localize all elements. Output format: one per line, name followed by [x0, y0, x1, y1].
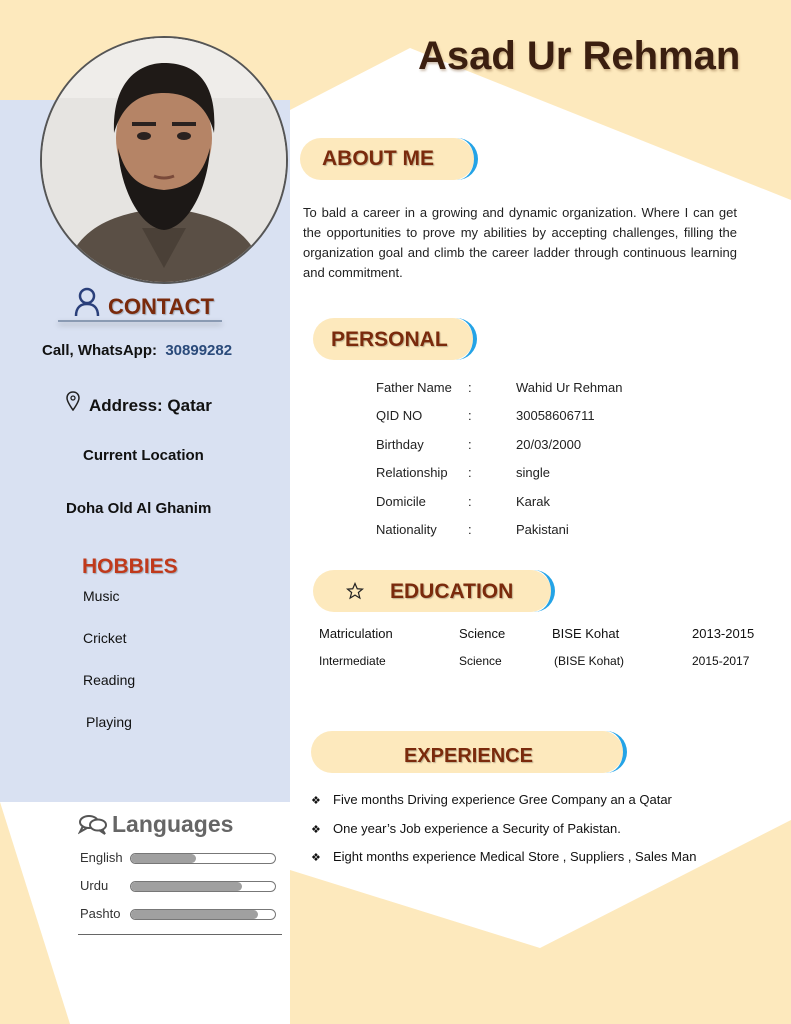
language-level-bar: [130, 909, 276, 920]
contact-underline: [58, 320, 222, 322]
education-field: Science: [459, 654, 502, 668]
hobby-item: Cricket: [83, 630, 127, 646]
chat-bubbles-icon: [78, 813, 108, 840]
languages-heading: Languages: [112, 811, 234, 837]
location-pin-icon: [66, 391, 80, 416]
language-name: Urdu: [80, 878, 109, 893]
language-name: Pashto: [80, 906, 121, 921]
about-heading: ABOUT ME: [322, 147, 434, 170]
personal-colon: :: [468, 380, 472, 395]
experience-text: One year’s Job experience a Security of Pakistan.: [333, 820, 621, 836]
diamond-bullet-icon: ❖: [311, 823, 321, 836]
diamond-bullet-icon: ❖: [311, 852, 321, 864]
hobby-item: Reading: [83, 672, 136, 688]
personal-label: Birthday: [376, 436, 424, 452]
personal-label: QID NO: [376, 408, 423, 424]
phone-line: [42, 342, 232, 359]
personal-colon: :: [468, 493, 472, 509]
phone-number: 30899282: [165, 342, 233, 359]
profile-photo: [40, 36, 288, 284]
education-degree: Matriculation: [319, 626, 393, 641]
personal-label: Father Name: [376, 380, 452, 395]
education-years: 2015-2017: [692, 654, 750, 668]
personal-value: Wahid Ur Rehman: [516, 380, 623, 395]
personal-colon: :: [468, 436, 472, 452]
personal-value: 30058606711: [516, 408, 595, 424]
language-level-fill: [131, 910, 258, 919]
language-level-bar: [130, 881, 276, 892]
education-degree: Intermediate: [319, 654, 386, 668]
person-icon: [73, 287, 101, 322]
personal-colon: :: [468, 465, 472, 481]
education-board: (BISE Kohat): [554, 654, 625, 668]
diamond-bullet-icon: ❖: [311, 795, 321, 807]
experience-item: [311, 849, 696, 864]
personal-value: 20/03/2000: [516, 436, 582, 452]
education-years: 2013-2015: [692, 626, 755, 641]
personal-colon: :: [468, 522, 472, 537]
personal-value: Karak: [516, 493, 550, 509]
experience-text: Five months Driving experience Gree Company an a Qatar: [333, 792, 672, 807]
address-text: Address: Qatar: [89, 396, 212, 415]
personal-label: Relationship: [376, 465, 448, 481]
language-name: English: [80, 850, 123, 865]
personal-colon: :: [468, 408, 472, 424]
current-location-label: Current Location: [83, 447, 204, 464]
language-level-fill: [131, 854, 196, 863]
language-level-bar: [130, 853, 276, 864]
current-location-value: Doha Old Al Ghanim: [66, 500, 212, 517]
experience-heading: EXPERIENCE: [404, 745, 533, 767]
hobbies-heading: HOBBIES: [82, 555, 178, 578]
experience-item: [311, 821, 621, 836]
about-text: To bald a career in a growing and dynamic organization. Where I can get the opportunities to prove my abilities by accepting challenges, filling the organization goal and climb the career ladder through continuous learning and commitment.: [303, 205, 737, 280]
experience-item: [311, 792, 672, 807]
experience-text: Eight months experience Medical Store , Suppliers , Sales Man: [333, 849, 697, 864]
personal-label: Nationality: [376, 522, 437, 537]
education-board: BISE Kohat: [552, 626, 620, 641]
contact-heading: CONTACT: [108, 294, 214, 319]
candidate-name: Asad Ur Rehman: [418, 34, 741, 78]
hobby-item: Playing: [86, 714, 132, 730]
personal-heading: PERSONAL: [331, 328, 448, 351]
star-icon: [346, 582, 364, 605]
personal-value: single: [516, 465, 550, 481]
hobby-item: Music: [83, 588, 120, 604]
personal-label: Domicile: [376, 493, 426, 509]
education-heading: EDUCATION: [390, 580, 514, 603]
phone-label: Call, WhatsApp:: [42, 342, 157, 359]
education-field: Science: [459, 626, 506, 641]
personal-value: Pakistani: [516, 522, 569, 537]
language-level-fill: [131, 882, 242, 891]
languages-divider: [78, 934, 282, 935]
